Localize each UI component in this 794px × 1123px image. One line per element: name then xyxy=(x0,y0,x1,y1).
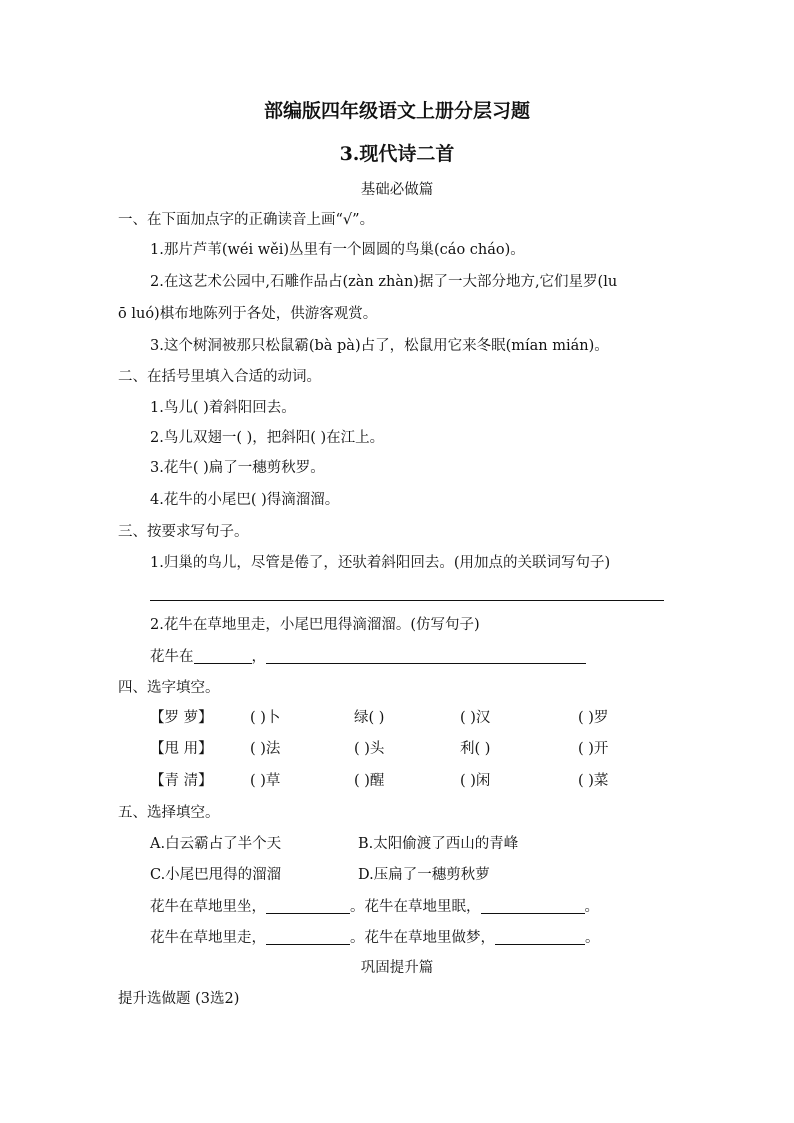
q1-item-2-cont: ō luó)棋布地陈列于各处，供游客观赏。 xyxy=(118,306,378,322)
q1-item-2: 2.在这艺术公园中,石雕作品占(zàn zhàn)据了一大部分地方,它们星罗(lu xyxy=(150,274,618,290)
q3-item-2: 2.花牛在草地里走，小尾巴甩得滴溜溜。(仿写句子) xyxy=(150,617,480,633)
q5-option-b: B.太阳偷渡了西山的青峰 xyxy=(358,836,519,852)
lesson-title: 3.现代诗二首 xyxy=(339,143,455,165)
q5-line-1-part-2: 。花牛在草地里眠， xyxy=(350,899,481,915)
q4-row-1-cell-4[interactable]: ( )罗 xyxy=(578,710,609,726)
q4-row-2-cell-4[interactable]: ( )开 xyxy=(578,741,609,757)
q4-row-3-group: 【青 清】 xyxy=(150,773,213,789)
q4-row-3-cell-1[interactable]: ( )草 xyxy=(250,773,281,789)
advanced-note: 提升选做题 (3选2) xyxy=(118,991,240,1007)
q5-line-2-part-1: 花牛在草地里走， xyxy=(150,930,266,946)
section-advanced-label: 巩固提升篇 xyxy=(360,960,434,976)
q4-row-1-group: 【罗 萝】 xyxy=(150,710,213,726)
q5-option-a: A.白云霸占了半个天 xyxy=(150,836,282,852)
q1-heading: 一、在下面加点字的正确读音上画“√”。 xyxy=(118,212,375,228)
q2-item-4: 4.花牛的小尾巴( )得滴溜溜。 xyxy=(150,492,340,508)
q4-heading: 四、选字填空。 xyxy=(118,680,220,696)
q2-heading: 二、在括号里填入合适的动词。 xyxy=(118,369,321,385)
q5-option-c: C.小尾巴甩得的溜溜 xyxy=(150,867,282,883)
q5-line-1-end: 。 xyxy=(584,899,599,915)
q5-blank-4[interactable] xyxy=(495,929,585,945)
q4-row-1-cell-2[interactable]: 绿( ) xyxy=(354,710,385,726)
q4-row-3-cell-4[interactable]: ( )菜 xyxy=(578,773,609,789)
q4-row-2-group: 【甩 用】 xyxy=(150,741,213,757)
q3-blank-2[interactable] xyxy=(266,648,586,664)
q5-line-1 xyxy=(150,897,599,917)
q5-blank-2[interactable] xyxy=(481,898,585,914)
q1-item-3: 3.这个树洞被那只松鼠霸(bà pà)占了，松鼠用它来冬眠(mían mián)。 xyxy=(150,338,609,354)
q1-item-1: 1.那片芦苇(wéi wěi)丛里有一个圆圆的鸟巢(cáo cháo)。 xyxy=(150,242,525,258)
q4-row-2-cell-1[interactable]: ( )法 xyxy=(250,741,281,757)
q4-row-1-cell-1[interactable]: ( )卜 xyxy=(250,710,281,726)
section-basic-label: 基础必做篇 xyxy=(360,182,434,198)
q2-item-1: 1.鸟儿( )着斜阳回去。 xyxy=(150,400,296,416)
q4-row-3-cell-2[interactable]: ( )醒 xyxy=(354,773,385,789)
q5-blank-1[interactable] xyxy=(266,898,350,914)
q3-item-1: 1.归巢的鸟儿，尽管是倦了，还驮着斜阳回去。(用加点的关联词写句子) xyxy=(150,555,611,571)
q3-item-2-comma: ， xyxy=(251,649,266,665)
page-title: 部编版四年级语文上册分层习题 xyxy=(263,100,530,122)
q4-row-3-cell-3[interactable]: ( )闲 xyxy=(460,773,491,789)
q5-heading: 五、选择填空。 xyxy=(118,805,220,821)
q5-option-d: D.压扁了一穗剪秋萝 xyxy=(358,867,490,883)
q2-item-2: 2.鸟儿双翅一( )，把斜阳( )在江上。 xyxy=(150,430,385,446)
q3-answer-line-1[interactable] xyxy=(150,600,664,601)
q5-line-2-end: 。 xyxy=(585,930,600,946)
q3-heading: 三、按要求写句子。 xyxy=(118,524,249,540)
q5-line-2 xyxy=(150,928,600,948)
q5-line-1-part-1: 花牛在草地里坐， xyxy=(150,899,266,915)
q2-item-3: 3.花牛( )扁了一穗剪秋罗。 xyxy=(150,460,325,476)
q3-item-2-prefix: 花牛在 xyxy=(150,649,194,665)
q4-row-2-cell-2[interactable]: ( )头 xyxy=(354,741,385,757)
q3-blank-1[interactable] xyxy=(194,648,252,664)
q4-row-1-cell-3[interactable]: ( )汉 xyxy=(460,710,491,726)
q3-item-2-answer xyxy=(150,647,586,667)
q4-row-2-cell-3[interactable]: 利( ) xyxy=(460,741,491,757)
q5-line-2-part-2: 。花牛在草地里做梦， xyxy=(350,930,495,946)
q5-blank-3[interactable] xyxy=(266,929,350,945)
